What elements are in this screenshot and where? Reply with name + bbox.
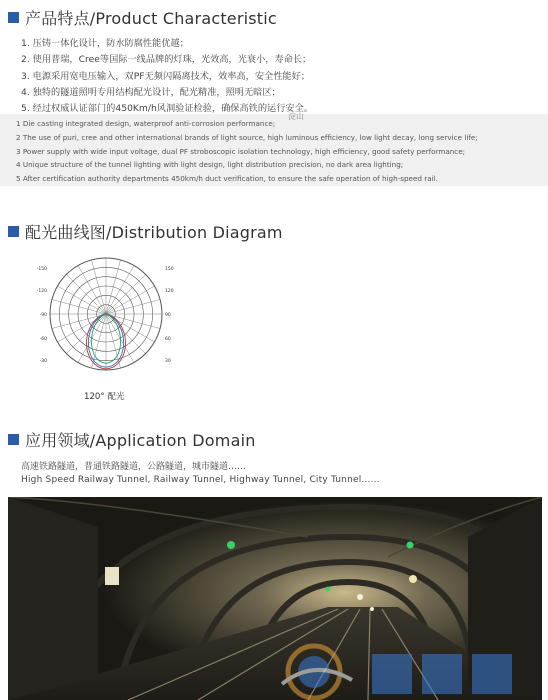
angle-label: -120 xyxy=(36,289,47,294)
list-item: 1 Die casting integrated design, waterproof anti-corrosion performance; xyxy=(16,119,276,128)
angle-label: 120 xyxy=(165,289,174,294)
features-heading xyxy=(8,6,277,29)
diagram-title: 配光曲线图/Distribution Diagram xyxy=(25,223,283,242)
angle-label: 90 xyxy=(165,313,171,318)
diagram-caption: 120° 配光 xyxy=(84,392,125,402)
polar-distribution-diagram xyxy=(26,250,186,390)
list-item: 4 Unique structure of the tunnel lighting with light design, light distribution precision, no dark area lighting; xyxy=(16,160,404,170)
angle-label: -30 xyxy=(39,359,47,364)
application-cn-text: 高速铁路隧道，普通铁路隧道，公路隧道，城市隧道…… xyxy=(21,462,247,472)
angle-label: 60 xyxy=(165,337,171,342)
grid-spoke xyxy=(78,314,106,362)
list-item: 4. 独特的隧道照明专用结构配光设计，配光精准，照明无暗区； xyxy=(21,86,281,98)
application-title: 应用领域/Application Domain xyxy=(25,431,256,450)
watermark-logo xyxy=(272,640,542,700)
list-item: 5. 经过权威认证部门的450Km/h风洞验证检验，确保高铁的运行安全。 xyxy=(21,103,313,115)
features-cn-list xyxy=(21,36,313,117)
grid-spoke xyxy=(66,274,106,314)
grid-spoke xyxy=(106,286,154,314)
list-item: 2 The use of puri, cree and other international brands of light source, high luminous efficiency, low light decay, long service life; xyxy=(16,132,478,142)
grid-spoke xyxy=(78,266,106,314)
angle-label: -150 xyxy=(36,267,47,272)
grid-spoke xyxy=(106,314,146,354)
features-title: 产品特点/Product Characteristic xyxy=(25,9,277,28)
application-heading xyxy=(8,428,256,451)
angle-label: 30 xyxy=(165,359,171,364)
heading-square-icon xyxy=(8,434,19,445)
list-item: 2. 使用普瑞，Cree等国际一线品牌的灯珠，光效高，光衰小，寿命长； xyxy=(21,54,312,66)
grid-spoke xyxy=(106,266,134,314)
angle-label: -90 xyxy=(39,313,47,318)
list-item: 3 Power supply with wide input voltage, dual PF stroboscopic isolation technology, high efficiency, good safety performance; xyxy=(16,146,466,156)
heading-square-icon xyxy=(8,226,19,237)
angle-label: -60 xyxy=(39,337,47,342)
angle-label: 150 xyxy=(165,267,174,272)
grid-spoke xyxy=(106,274,146,314)
list-item: 5 After certification authority departments 450km/h duct verification, to ensure the safe operation of high-speed rail. xyxy=(16,174,438,184)
heading-square-icon xyxy=(8,12,19,23)
application-en-text: High Speed Railway Tunnel, Railway Tunnel, Highway Tunnel, City Tunnel...... xyxy=(21,475,380,485)
grid-spoke xyxy=(58,286,106,314)
list-item: 1. 压铸一体化设计，防水防腐性能优越； xyxy=(21,38,189,49)
features-en-list xyxy=(16,117,478,186)
list-item: 3. 电源采用宽电压输入，双PF无频闪隔离技术，效率高，安全性能好； xyxy=(21,70,310,82)
grid-spoke xyxy=(106,314,134,362)
grid-spoke xyxy=(66,314,106,354)
diagram-heading xyxy=(8,220,283,243)
band-tag: 淀山 xyxy=(288,112,304,121)
